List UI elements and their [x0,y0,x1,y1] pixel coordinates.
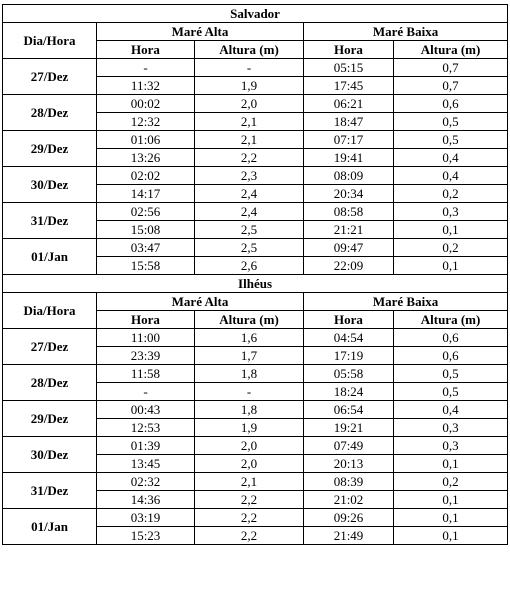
high-tide-time: 11:00 [97,329,195,347]
day-label: 29/Dez [3,131,97,167]
high-tide-height: 2,0 [195,437,304,455]
mare-baixa-header: Maré Baixa [304,293,508,311]
high-tide-time: 02:32 [97,473,195,491]
low-tide-height: 0,4 [394,149,508,167]
low-tide-height: 0,6 [394,329,508,347]
low-tide-height: 0,3 [394,437,508,455]
altura-header: Altura (m) [195,311,304,329]
low-tide-height: 0,6 [394,347,508,365]
low-tide-time: 21:02 [304,491,394,509]
low-tide-time: 17:45 [304,77,394,95]
high-tide-time: 14:17 [97,185,195,203]
high-tide-time: 15:58 [97,257,195,275]
high-tide-height: 2,0 [195,95,304,113]
low-tide-height: 0,4 [394,401,508,419]
low-tide-height: 0,5 [394,365,508,383]
low-tide-time: 05:15 [304,59,394,77]
high-tide-time: 14:36 [97,491,195,509]
group-header-row [3,293,508,311]
hora-header: Hora [97,41,195,59]
low-tide-height: 0,7 [394,59,508,77]
high-tide-height: 1,9 [195,419,304,437]
low-tide-time: 20:34 [304,185,394,203]
altura-header: Altura (m) [394,311,508,329]
low-tide-height: 0,1 [394,509,508,527]
high-tide-time: 03:47 [97,239,195,257]
table-row [3,329,508,347]
low-tide-height: 0,6 [394,95,508,113]
high-tide-time: 01:39 [97,437,195,455]
table-row [3,473,508,491]
low-tide-time: 18:47 [304,113,394,131]
low-tide-height: 0,1 [394,257,508,275]
low-tide-height: 0,5 [394,383,508,401]
dia-hora-header: Dia/Hora [3,293,97,329]
low-tide-height: 0,5 [394,113,508,131]
high-tide-time: 02:56 [97,203,195,221]
high-tide-time: 00:43 [97,401,195,419]
high-tide-time: 01:06 [97,131,195,149]
high-tide-time: 00:02 [97,95,195,113]
high-tide-time: - [97,59,195,77]
table-row [3,365,508,383]
table-row [3,59,508,77]
altura-header: Altura (m) [394,41,508,59]
high-tide-height: 2,2 [195,491,304,509]
low-tide-time: 08:39 [304,473,394,491]
day-label: 28/Dez [3,95,97,131]
day-label: 27/Dez [3,329,97,365]
day-label: 30/Dez [3,437,97,473]
high-tide-height: 2,5 [195,221,304,239]
high-tide-height: 2,4 [195,185,304,203]
high-tide-time: 11:58 [97,365,195,383]
table-row [3,509,508,527]
low-tide-time: 04:54 [304,329,394,347]
table-row [3,239,508,257]
high-tide-height: 2,4 [195,203,304,221]
high-tide-height: 2,1 [195,113,304,131]
low-tide-time: 21:21 [304,221,394,239]
table-row [3,167,508,185]
high-tide-height: 2,5 [195,239,304,257]
altura-header: Altura (m) [195,41,304,59]
tide-table-body [3,5,508,545]
low-tide-time: 06:21 [304,95,394,113]
low-tide-height: 0,4 [394,167,508,185]
low-tide-time: 08:09 [304,167,394,185]
high-tide-height: 1,6 [195,329,304,347]
high-tide-time: 12:32 [97,113,195,131]
city-title: Salvador [3,5,508,23]
low-tide-time: 18:24 [304,383,394,401]
low-tide-time: 09:26 [304,509,394,527]
dia-hora-header: Dia/Hora [3,23,97,59]
low-tide-height: 0,1 [394,527,508,545]
low-tide-time: 22:09 [304,257,394,275]
hora-header: Hora [304,41,394,59]
low-tide-height: 0,1 [394,455,508,473]
high-tide-height: 2,2 [195,527,304,545]
group-header-row [3,23,508,41]
table-row [3,95,508,113]
table-row [3,437,508,455]
high-tide-time: 12:53 [97,419,195,437]
high-tide-time: 23:39 [97,347,195,365]
low-tide-time: 07:49 [304,437,394,455]
high-tide-height: - [195,59,304,77]
day-label: 28/Dez [3,365,97,401]
high-tide-time: - [97,383,195,401]
low-tide-height: 0,2 [394,239,508,257]
low-tide-height: 0,7 [394,77,508,95]
high-tide-time: 03:19 [97,509,195,527]
low-tide-height: 0,2 [394,185,508,203]
mare-alta-header: Maré Alta [97,23,304,41]
table-row [3,401,508,419]
day-label: 29/Dez [3,401,97,437]
high-tide-height: 2,1 [195,131,304,149]
tide-table [2,4,508,545]
high-tide-time: 15:08 [97,221,195,239]
mare-baixa-header: Maré Baixa [304,23,508,41]
high-tide-height: 1,9 [195,77,304,95]
low-tide-time: 20:13 [304,455,394,473]
low-tide-height: 0,1 [394,221,508,239]
day-label: 01/Jan [3,509,97,545]
high-tide-height: 2,2 [195,509,304,527]
high-tide-height: 2,6 [195,257,304,275]
table-row [3,203,508,221]
high-tide-height: 2,0 [195,455,304,473]
day-label: 27/Dez [3,59,97,95]
high-tide-time: 15:23 [97,527,195,545]
city-header-row [3,275,508,293]
low-tide-height: 0,5 [394,131,508,149]
high-tide-time: 02:02 [97,167,195,185]
low-tide-time: 08:58 [304,203,394,221]
day-label: 30/Dez [3,167,97,203]
high-tide-height: 1,7 [195,347,304,365]
city-title: Ilhéus [3,275,508,293]
day-label: 31/Dez [3,473,97,509]
low-tide-time: 19:41 [304,149,394,167]
low-tide-time: 19:21 [304,419,394,437]
high-tide-time: 11:32 [97,77,195,95]
high-tide-time: 13:45 [97,455,195,473]
hora-header: Hora [304,311,394,329]
low-tide-time: 07:17 [304,131,394,149]
low-tide-height: 0,3 [394,203,508,221]
low-tide-time: 09:47 [304,239,394,257]
high-tide-height: - [195,383,304,401]
low-tide-height: 0,2 [394,473,508,491]
hora-header: Hora [97,311,195,329]
high-tide-height: 1,8 [195,365,304,383]
city-header-row [3,5,508,23]
low-tide-time: 17:19 [304,347,394,365]
day-label: 31/Dez [3,203,97,239]
low-tide-height: 0,3 [394,419,508,437]
high-tide-height: 2,1 [195,473,304,491]
low-tide-time: 06:54 [304,401,394,419]
low-tide-time: 05:58 [304,365,394,383]
high-tide-height: 1,8 [195,401,304,419]
low-tide-time: 21:49 [304,527,394,545]
high-tide-time: 13:26 [97,149,195,167]
table-row [3,131,508,149]
day-label: 01/Jan [3,239,97,275]
mare-alta-header: Maré Alta [97,293,304,311]
high-tide-height: 2,2 [195,149,304,167]
low-tide-height: 0,1 [394,491,508,509]
high-tide-height: 2,3 [195,167,304,185]
